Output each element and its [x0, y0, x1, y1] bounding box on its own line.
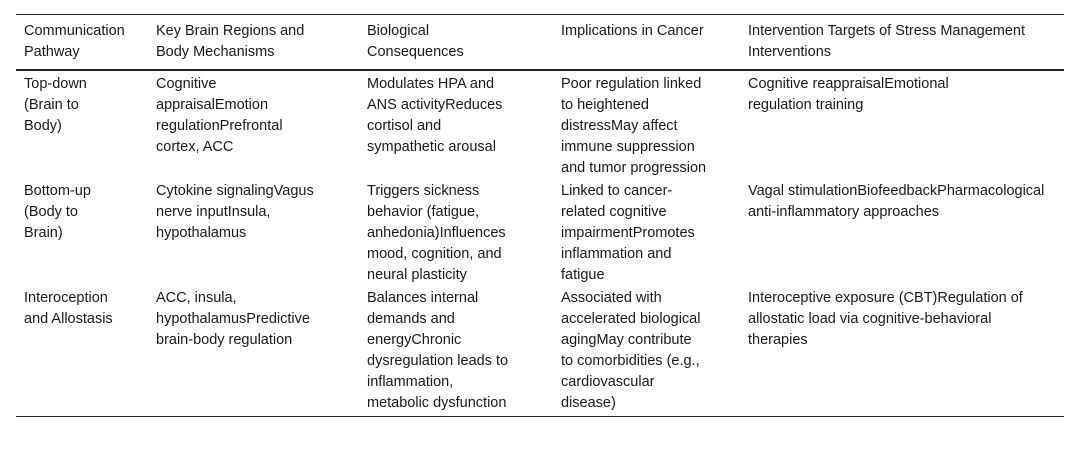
cell-text: Cognitive appraisalEmotion regulationPrefrontal cortex, ACC [156, 76, 283, 155]
cell-intervention-targets [740, 286, 1064, 417]
cell-consequences [359, 179, 553, 286]
table-row [16, 286, 1064, 417]
cell-text: Modulates HPA and ANS activityReduces cortisol and sympathetic arousal [367, 76, 503, 155]
cell-text: Cytokine signalingVagus nerve inputInsula, hypothalamus [156, 183, 314, 241]
header-label: Key Brain Regions and Body Mechanisms [156, 23, 305, 60]
cell-pathway [16, 179, 148, 286]
table-row [16, 70, 1064, 179]
cell-cancer-implications [553, 179, 740, 286]
table-row [16, 179, 1064, 286]
table-body [16, 70, 1064, 417]
cell-text: Linked to cancer-related cognitive impairmentPromotes inflammation and fatigue [561, 183, 695, 283]
communication-pathways-table [16, 14, 1064, 417]
cell-cancer-implications [553, 286, 740, 417]
header-row [16, 15, 1064, 71]
cell-intervention-targets [740, 179, 1064, 286]
cell-cancer-implications [553, 70, 740, 179]
cell-brain-regions [148, 179, 359, 286]
cell-consequences [359, 286, 553, 417]
cell-text: Triggers sickness behavior (fatigue, anhedonia)Influences mood, cognition, and neural plasticity [367, 183, 506, 283]
cell-pathway [16, 286, 148, 417]
header-key-brain-regions [148, 15, 359, 71]
header-label: Communication Pathway [24, 23, 125, 60]
cell-text: Poor regulation linked to heightened distressMay affect immune suppression and tumor progression [561, 76, 707, 176]
header-label: Implications in Cancer [561, 23, 704, 39]
cell-intervention-targets [740, 70, 1064, 179]
cell-text: Associated with accelerated biological agingMay contribute to comorbidities (e.g., cardiovascular disease) [561, 290, 701, 411]
header-label: Biological Consequences [367, 23, 464, 60]
cell-text: Interoceptive exposure (CBT)Regulation of allostatic load via cognitive-behavioral therapies [748, 290, 1023, 348]
header-implications-in-cancer [553, 15, 740, 71]
cell-text: Interoception and Allostasis [24, 290, 113, 327]
cell-text: Cognitive reappraisalEmotional regulation training [748, 76, 949, 113]
cell-brain-regions [148, 70, 359, 179]
header-label: Intervention Targets of Stress Management Interventions [748, 23, 1025, 60]
header-biological-consequences [359, 15, 553, 71]
cell-text: ACC, insula, hypothalamusPredictive brain-body regulation [156, 290, 310, 348]
cell-brain-regions [148, 286, 359, 417]
cell-text: Top-down (Brain to Body) [24, 76, 87, 134]
cell-pathway [16, 70, 148, 179]
cell-text: Vagal stimulationBiofeedbackPharmacological anti-inflammatory approaches [748, 183, 1045, 220]
table-header [16, 15, 1064, 71]
cell-text: Balances internal demands and energyChronic dysregulation leads to inflammation, metabolic dysfunction [367, 290, 509, 411]
header-intervention-targets [740, 15, 1064, 71]
cell-consequences [359, 70, 553, 179]
cell-text: Bottom-up (Body to Brain) [24, 183, 91, 241]
header-communication-pathway [16, 15, 148, 71]
